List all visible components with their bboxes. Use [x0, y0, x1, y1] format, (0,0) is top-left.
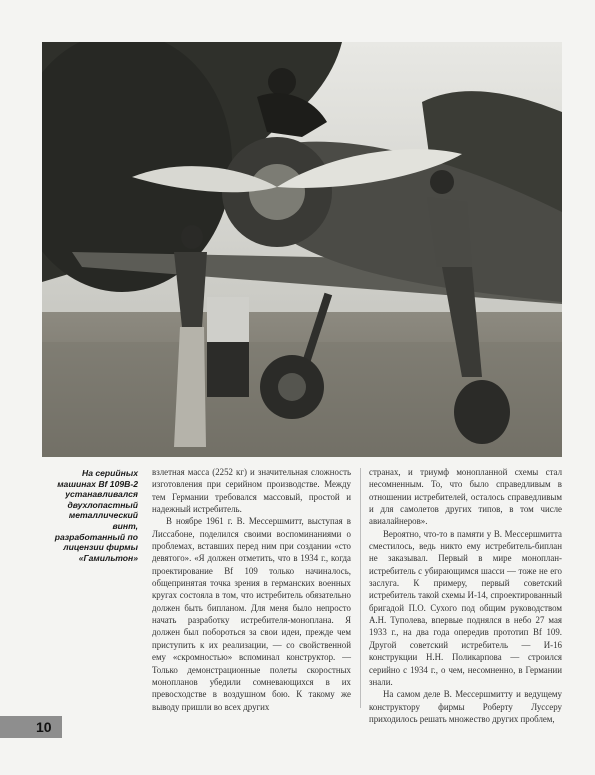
paragraph: На самом деле В. Мессершмитту и ведущему конструктору фирмы Роберту Луссеру приходилось решать множество других проблем,: [369, 689, 562, 724]
text-column-right: [369, 466, 562, 725]
paragraph: странах, и триумф монопланной схемы стал несомненным. То, что было справедливым в отношении истребителей, осталось справедливым и для самолетов других типов, в том числе авиалайнеров».: [369, 467, 562, 527]
paragraph: Вероятно, что-то в памяти у В. Мессершмитта сместилось, ведь никто ему истребитель-биплан не заказывал. Первый в мире моноплан-истребитель с убирающимся шасси — тоже не его заслуга. К примеру, первый советский истребитель такой схемы И-14, спроектированный бригадой П.О. Сухого под общим руководством А.Н. Туполева, впервые поднялся в небо 27 мая 1933 г., на два года опередив прототип Bf 109. Другой советский истребитель — И-16 конструкции Н.Н. Поликарпова — строился серийно с 1934 г., о чем, несомненно, в Германии знали.: [369, 528, 562, 687]
column-divider: [360, 468, 361, 708]
paragraph: В ноябре 1961 г. В. Мессершмитт, выступая в Лиссабоне, поделился своими воспоминаниями о проблемах, вставших перед ним при создании «сто девятого». «Я должен отметить, что в 1934 г., когда проектирование Bf 109 только начиналось, общепринятая точка зрения в германских военных кругах состояла в том, что истребитель обязательно должен быть бипланом. Для меня было непросто начать разработку истребителя-моноплана. Я должен был побороться за свои идеи, прежде чем приступить к их реализации, — со свойственной ему «скромностью» вспоминал конструктор. — Только демонстрационные полеты скоростных монопланов убедили сомневающихся в их превосходстве в воздушном бою. К такому же выводу пришли во всех других: [152, 516, 351, 712]
text-column-left: [152, 466, 351, 713]
aircraft-photo-illustration: [42, 42, 562, 457]
page-number-bar: [0, 716, 62, 738]
aircraft-photo: [42, 42, 562, 457]
paragraph: взлетная масса (2252 кг) и значительная сложность изготовления при серийном производстве. Между тем Германии требовался массовый, простой и надежный истребитель.: [152, 467, 351, 515]
photo-caption: На серийных машинах Bf 109B-2 устанавливался двухлопастный металлический винт, разработанный по лицензии фирмы «Гамильтон»: [54, 468, 138, 563]
page-number: 10: [36, 719, 52, 735]
